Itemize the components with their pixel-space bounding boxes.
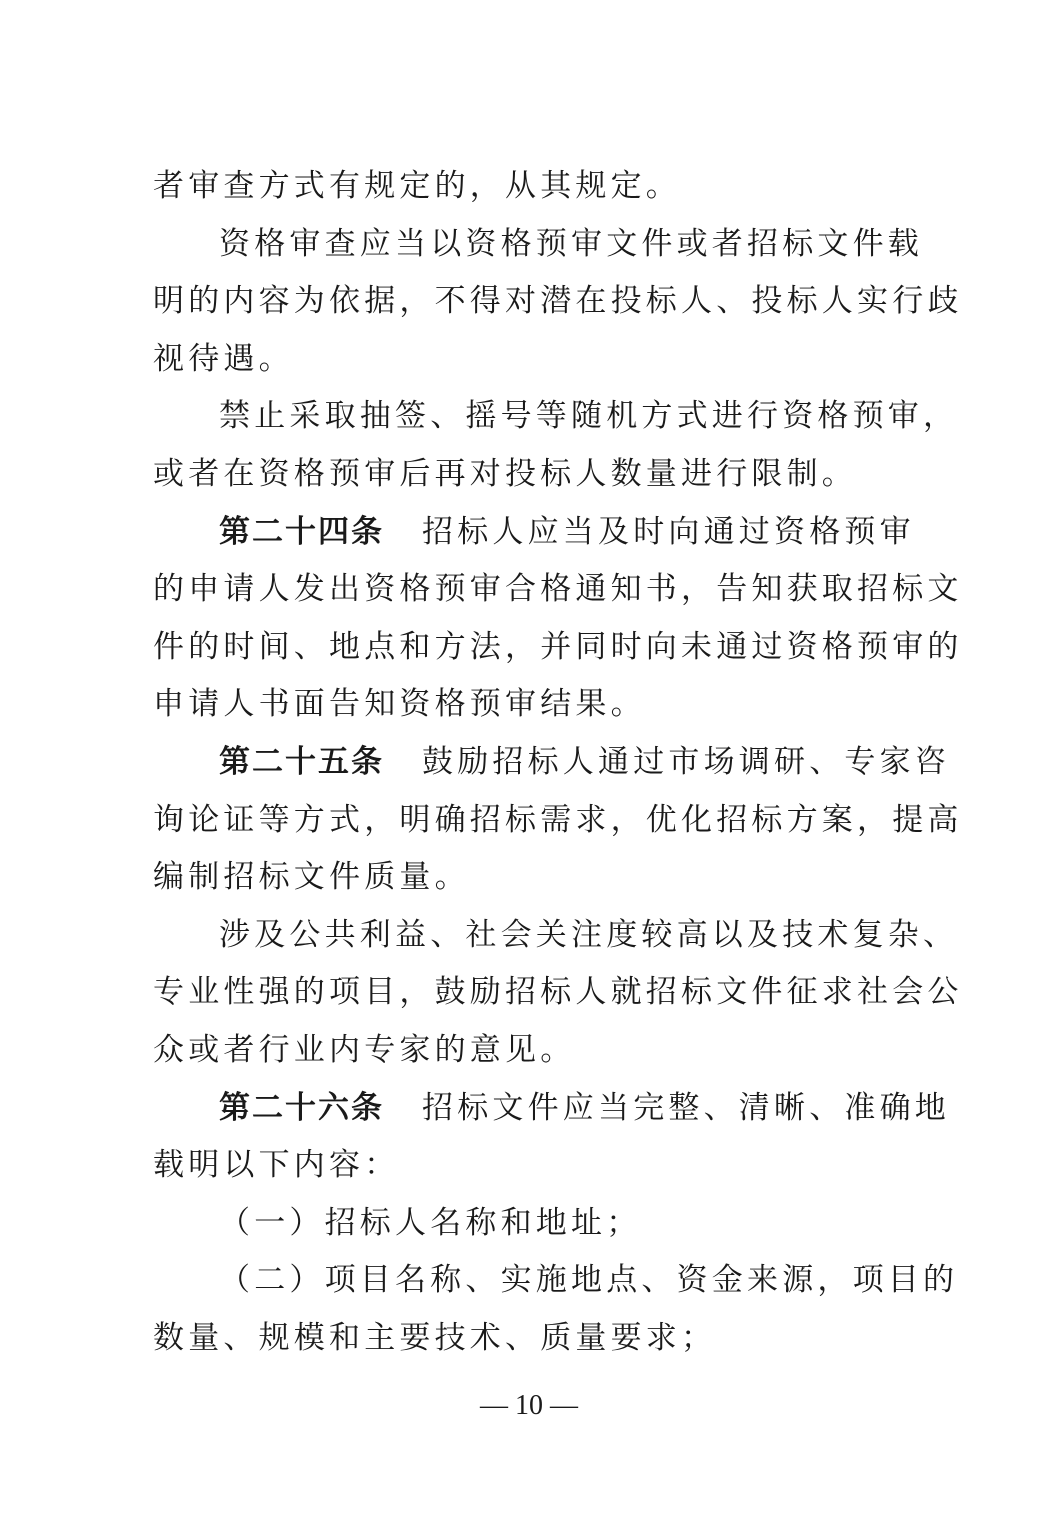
line-text: 编制招标文件质量。 [153,859,470,896]
body-text [153,158,963,1367]
paragraph-line [153,676,913,734]
article-25-line [153,734,950,792]
line-text: 众或者行业内专家的意见。 [153,1031,576,1068]
paragraph-line [153,964,963,1022]
paragraph-line [153,388,959,446]
list-item [153,1252,959,1310]
article-heading: 第二十五条 [219,743,384,780]
line-text: 禁止采取抽签、摇号等随机方式进行资格预审， [219,398,959,435]
line-text: 视待遇。 [153,340,294,377]
article-26-line [153,1080,950,1138]
paragraph-line [153,158,913,216]
paragraph-line [153,619,963,677]
line-text: 鼓励招标人通过市场调研、专家咨 [422,743,950,780]
paragraph-line [153,907,959,965]
paragraph-line [153,446,913,504]
paragraph-line [153,1137,913,1195]
line-text: 招标人应当及时向通过资格预审 [422,513,915,550]
line-text: 专业性强的项目，鼓励招标人就招标文件征求社会公 [153,974,963,1011]
line-text: （一）招标人名称和地址； [219,1204,642,1241]
line-text: 涉及公共利益、社会关注度较高以及技术复杂、 [219,916,959,953]
line-text: 件的时间、地点和方法，并同时向未通过资格预审的 [153,628,963,665]
paragraph-line [153,1022,913,1080]
paragraph-line [153,331,913,389]
list-item [153,1195,913,1253]
line-text: 资格审查应当以资格预审文件或者招标文件载 [219,225,923,262]
line-text: 者审查方式有规定的，从其规定。 [153,168,681,204]
page-number: — 10 — [480,1390,578,1421]
line-text: （二）项目名称、实施地点、资金来源，项目的 [219,1262,959,1299]
paragraph-line [153,216,923,274]
paragraph-line [153,273,963,331]
line-text: 申请人书面告知资格预审结果。 [153,686,646,723]
article-heading: 第二十四条 [219,513,384,550]
paragraph-line [153,849,913,907]
line-text: 明的内容为依据，不得对潜在投标人、投标人实行歧 [153,283,963,320]
article-24-line [153,504,913,562]
paragraph-line [153,1310,913,1368]
line-text: 招标文件应当完整、清晰、准确地 [422,1089,950,1126]
paragraph-line [153,561,963,619]
line-text: 或者在资格预审后再对投标人数量进行限制。 [153,455,857,492]
article-heading: 第二十六条 [219,1089,384,1126]
line-text: 数量、规模和主要技术、质量要求； [153,1319,717,1356]
line-text: 载明以下内容： [153,1147,400,1184]
line-text: 询论证等方式，明确招标需求，优化招标方案，提高 [153,801,963,838]
line-text: 的申请人发出资格预审合格通知书，告知获取招标文 [153,571,963,608]
paragraph-line [153,792,963,850]
